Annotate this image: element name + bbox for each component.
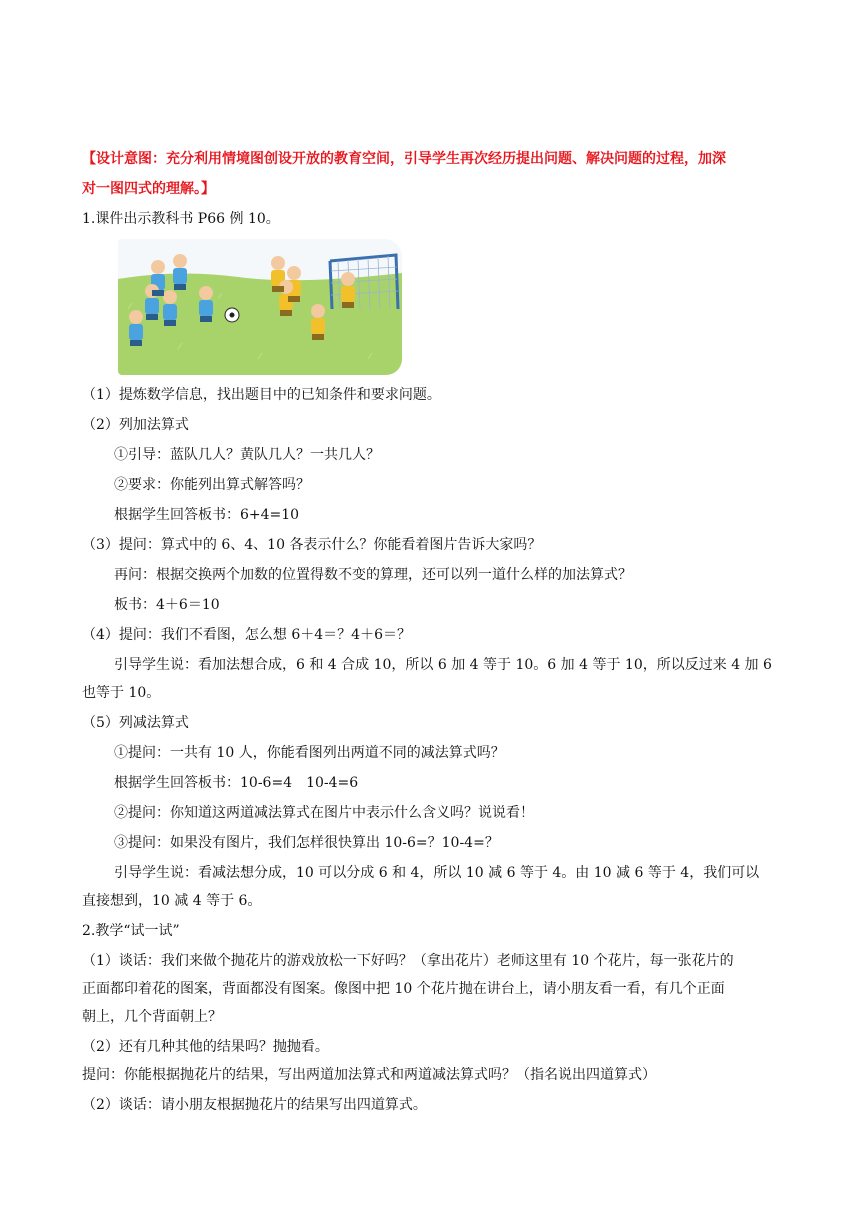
section-1-heading: 1.课件出示教科书 P66 例 10。: [82, 211, 280, 227]
para-3: （3）提问：算式中的 6、4、10 各表示什么？你能看着图片告诉大家吗？: [82, 537, 542, 553]
para-4a-line-2: 也等于 10。: [82, 685, 161, 701]
para-1: （1）提炼数学信息，找出题目中的已知条件和要求问题。: [82, 387, 441, 403]
design-intent-line-1: 【设计意图：充分利用情境图创设开放的教育空间，引导学生再次经历提出问题、解决问题的过程，加深: [82, 151, 726, 167]
para-5: （5）列减法算式: [82, 715, 189, 731]
section-2-q1-line-1: （1）谈话：我们来做个抛花片的游戏放松一下好吗？（拿出花片）老师这里有 10 个花片，每一张花片的: [82, 953, 734, 969]
para-3b: 板书：4＋6＝10: [114, 597, 220, 613]
section-2-q3: （2）谈话：请小朋友根据抛花片的结果写出四道算式。: [82, 1097, 427, 1113]
para-2: （2）列加法算式: [82, 417, 189, 433]
para-2c: 根据学生回答板书：6+4=10: [114, 507, 300, 523]
section-2-q1-line-2: 正面都印着花的图案，背面都没有图案。像图中把 10 个花片抛在讲台上，请小朋友看一看，有几个正面: [82, 981, 725, 997]
para-3a: 再问：根据交换两个加数的位置得数不变的算理，还可以列一道什么样的加法算式？: [114, 567, 632, 583]
para-5d: ③提问：如果没有图片，我们怎样很快算出 10-6=？10-4=？: [114, 835, 499, 851]
section-2-q1-line-3: 朝上，几个背面朝上？: [82, 1009, 222, 1025]
para-5e-line-2: 直接想到，10 减 4 等于 6。: [82, 893, 262, 909]
section-2-heading: 2.教学“试一试”: [82, 923, 180, 939]
para-5b: 根据学生回答板书：10-6=4 10-4=6: [114, 775, 359, 791]
para-5a: ①提问：一共有 10 人，你能看图列出两道不同的减法算式吗？: [114, 745, 505, 761]
design-intent-line-2: 对一图四式的理解。】: [82, 181, 215, 197]
soccer-illustration: [118, 239, 402, 375]
para-2b: ②要求：你能列出算式解答吗？: [114, 477, 310, 493]
para-4a-line-1: 引导学生说：看加法想合成，6 和 4 合成 10，所以 6 加 4 等于 10。6 加 4 等于 10，所以反过来 4 加 6: [114, 657, 772, 673]
para-4: （4）提问：我们不看图，怎么想 6＋4＝？4＋6＝？: [82, 627, 411, 643]
section-2-q2: （2）还有几种其他的结果吗？抛抛看。: [82, 1039, 329, 1055]
para-5c: ②提问：你知道这两道减法算式在图片中表示什么含义吗？说说看！: [114, 805, 534, 821]
para-5e-line-1: 引导学生说：看减法想分成，10 可以分成 6 和 4，所以 10 减 6 等于 4。由 10 减 6 等于 4，我们可以: [114, 865, 760, 881]
section-2-q2-question: 提问：你能根据抛花片的结果，写出两道加法算式和两道减法算式吗？（指名说出四道算式）: [82, 1067, 656, 1083]
soccer-scene-image: [118, 239, 402, 375]
para-2a: ①引导：蓝队几人？黄队几人？一共几人？: [114, 447, 380, 463]
